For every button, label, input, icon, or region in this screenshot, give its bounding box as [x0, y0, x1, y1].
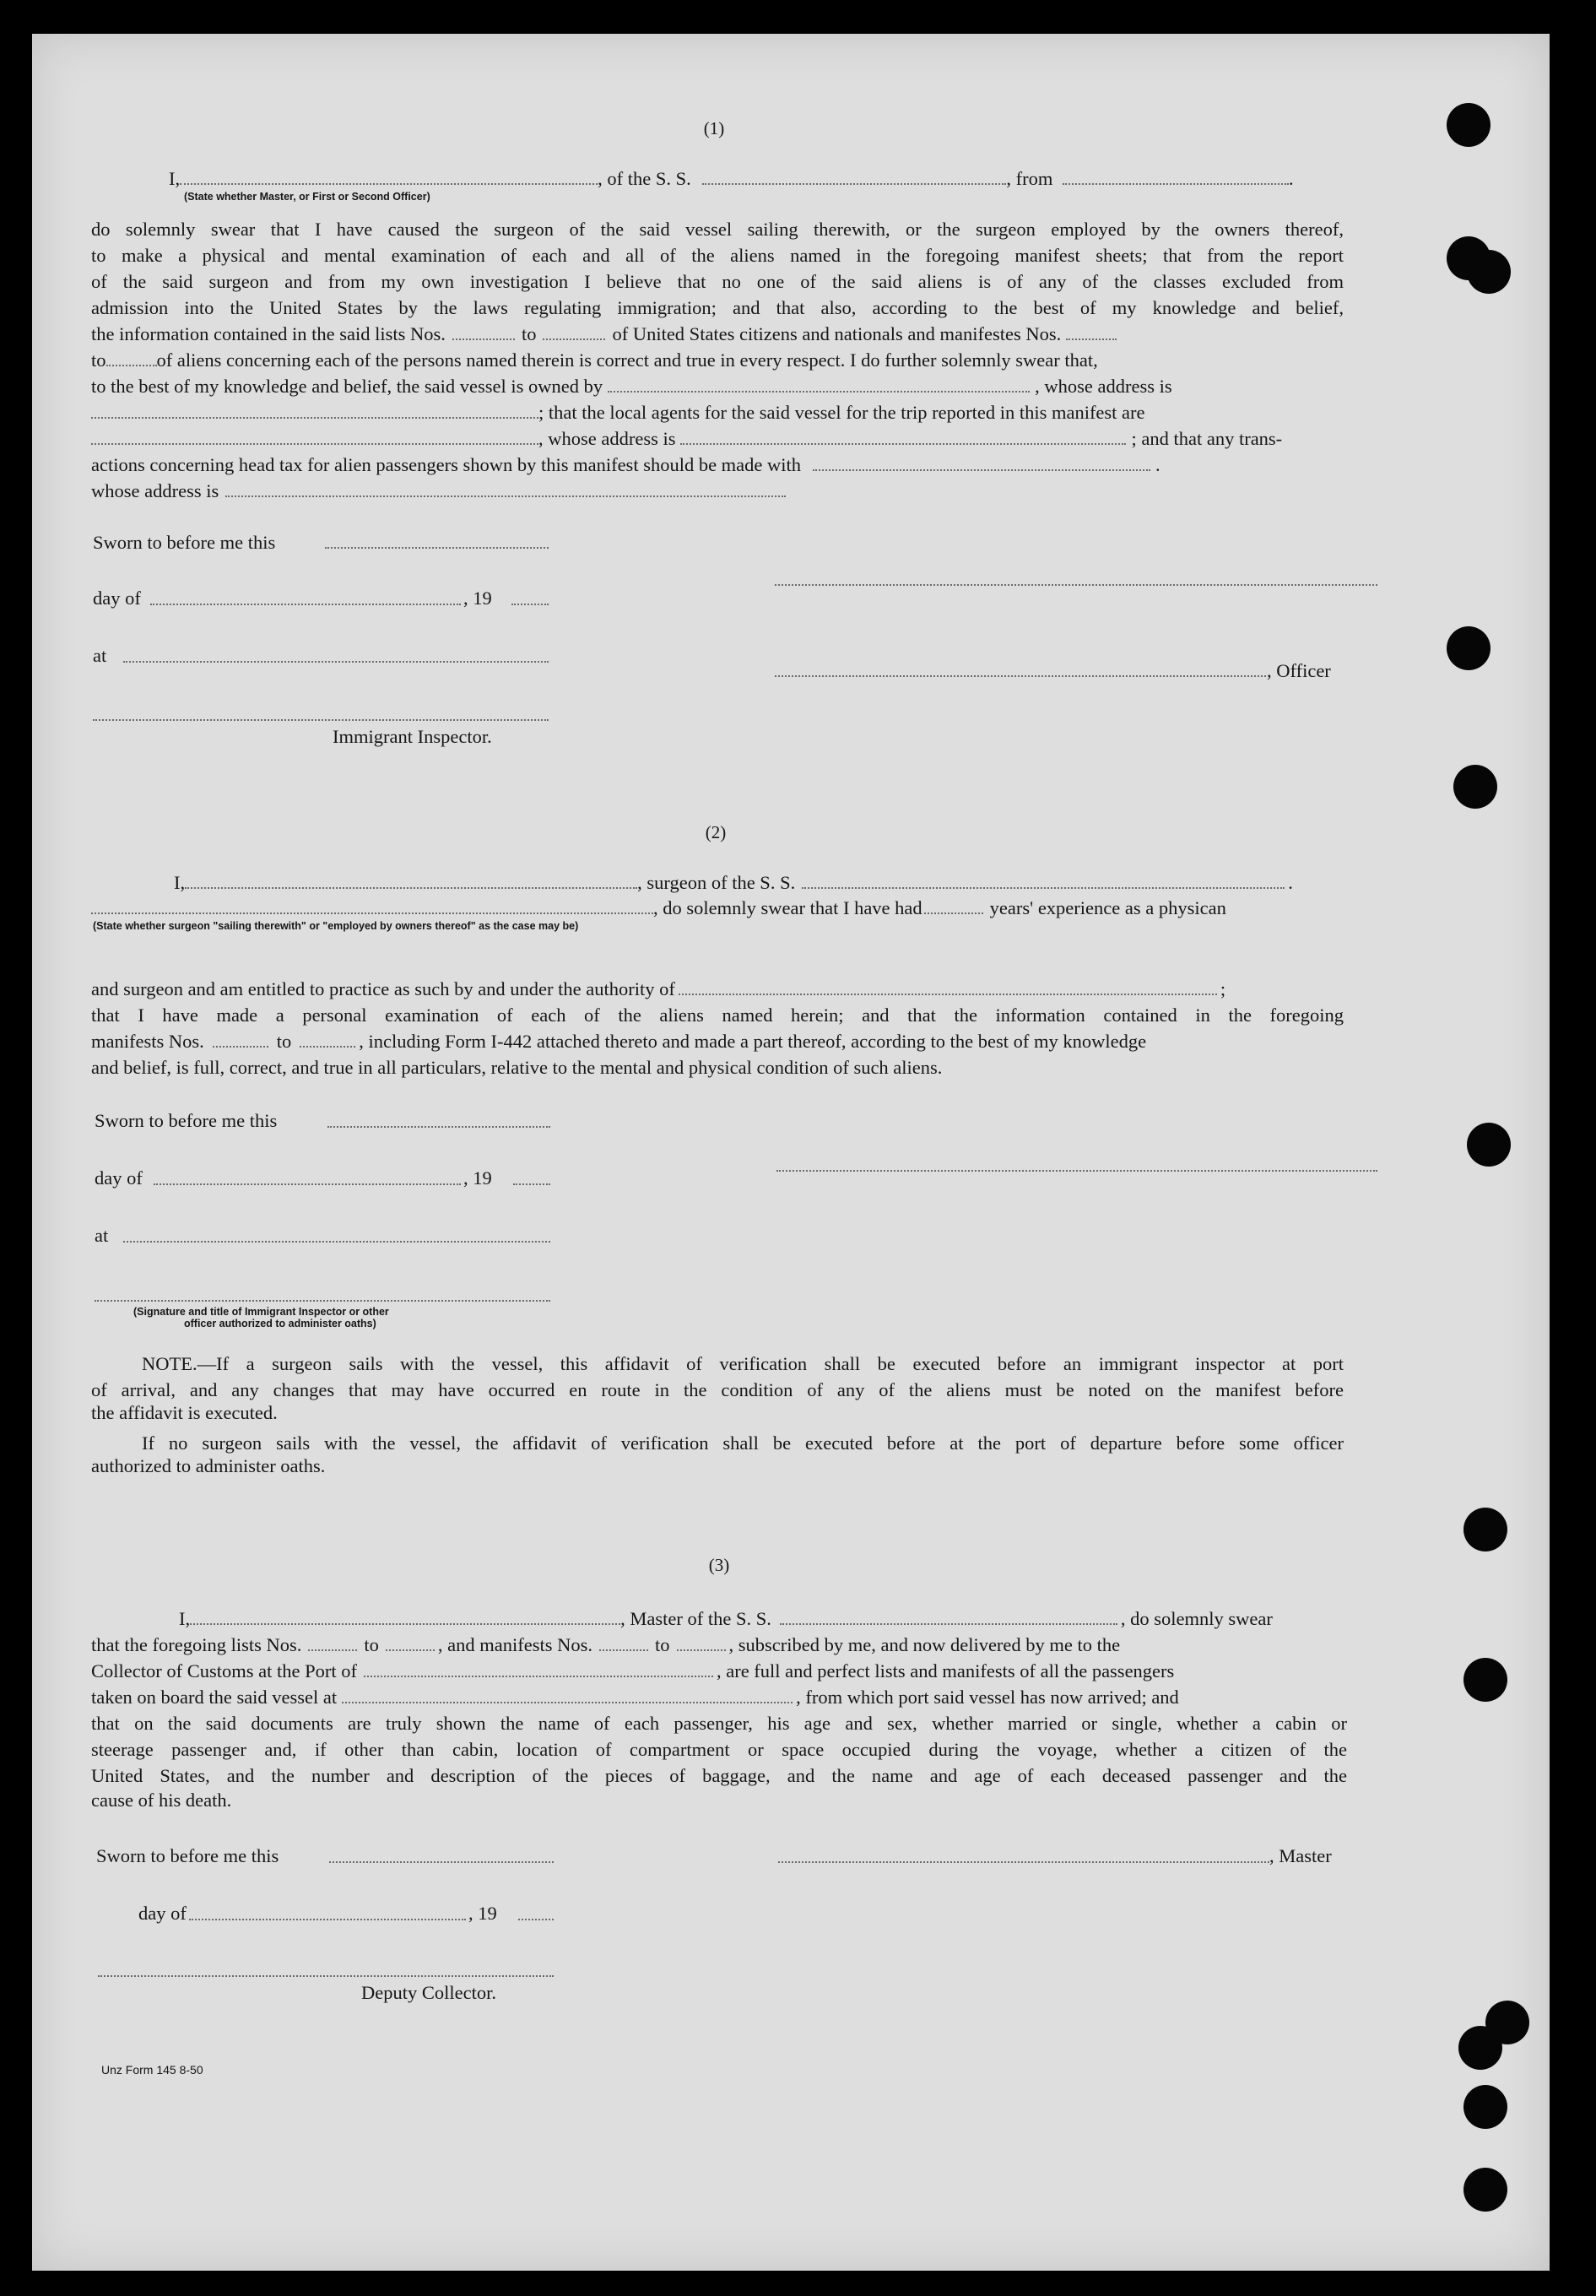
s3-year-label: , 19 [468, 1903, 497, 1924]
s2-signature-line [776, 1170, 1377, 1172]
s3-master-line [778, 1861, 1269, 1863]
s3-signer: Deputy Collector. [361, 1982, 496, 2003]
s2-sworn-label: Sworn to before me this [95, 1110, 278, 1131]
punch-hole-10 [1458, 2026, 1502, 2070]
s2-line-2: , do solemnly swear that I have had years' experience as a physican [91, 895, 1344, 921]
s1-signature-line [775, 584, 1377, 586]
s3-para-3: taken on board the said vessel at , from which port said vessel has now arrived; and [91, 1687, 1179, 1708]
section-3-number: (3) [708, 1555, 730, 1575]
s1-para-3: of the said surgeon and from my own investigation I believe that no one of the said aliens is of any of the classes excluded from [91, 271, 1344, 292]
s3-para-6: United States, and the number and description of the pieces of baggage, and the name and age of each deceased passenger and the [91, 1765, 1347, 1786]
s1-para-8: ; that the local agents for the said vessel for the trip reported in this manifest are [91, 399, 1344, 425]
punch-hole-7 [1463, 1508, 1507, 1551]
s1-para-4: admission into the United States by the laws regulating immigration; and that also, according to the best of my knowledge and belief, [91, 297, 1344, 318]
s1-i: I, [169, 168, 181, 189]
s1-para-10: actions concerning head tax for alien passengers shown by this manifest should be made with . [91, 454, 1160, 475]
s2-para-2: that I have made a personal examination of each of the aliens named herein; and that the information contained in the foregoing [91, 1004, 1344, 1026]
form-number: Unz Form 145 8-50 [101, 2063, 203, 2077]
s3-para-2: Collector of Customs at the Port of , are full and perfect lists and manifests of all the passengers [91, 1660, 1175, 1681]
s3-dayof-label: day of [138, 1903, 187, 1924]
s1-para-7: to the best of my knowledge and belief, the said vessel is owned by , whose address is [91, 376, 1172, 397]
s3-line-1: I, , Master of the S. S. , do solemnly swear [179, 1608, 1273, 1629]
punch-hole-1 [1447, 103, 1491, 147]
s3-master-label: , Master [1269, 1845, 1332, 1866]
document-page [32, 34, 1550, 2271]
s2-year-label: , 19 [463, 1167, 492, 1189]
s1-line-1: I, , of the S. S. , from . [169, 168, 1294, 189]
s3-sworn-label: Sworn to before me this [96, 1845, 279, 1866]
s3-para-4: that on the said documents are truly shown the name of each passenger, his age and sex, whether married or single, whether a cabin or [91, 1713, 1347, 1734]
s2-signature-note-2: officer authorized to administer oaths) [184, 1318, 376, 1329]
s1-officer-label: , Officer [1267, 660, 1331, 681]
s3-para-1: that the foregoing lists Nos. to , and manifests Nos. to , subscribed by me, and now delivered by me to the [91, 1634, 1121, 1655]
s1-para-5: the information contained in the said lists Nos. to of United States citizens and nationals and manifestes Nos. [91, 321, 1344, 347]
s2-para-4: and belief, is full, correct, and true in all particulars, relative to the mental and physical condition of such aliens. [91, 1057, 943, 1078]
s2-signature-note-1: (Signature and title of Immigrant Inspector or other [133, 1306, 389, 1318]
s2-note-1b: of arrival, and any changes that may have occurred en route in the condition of any of the aliens must be noted on the manifest before [91, 1379, 1344, 1400]
s2-at-label: at [95, 1225, 109, 1246]
punch-hole-3 [1467, 250, 1511, 294]
s1-dayof-label: day of [93, 588, 141, 609]
s1-officer-line [775, 675, 1266, 677]
s2-para-3: manifests Nos. to , including Form I-442 attached thereto and made a part thereof, according to the best of my knowledge [91, 1031, 1147, 1052]
punch-hole-6 [1467, 1123, 1511, 1167]
section-1-number: (1) [703, 118, 725, 138]
s1-year-label: , 19 [463, 588, 492, 609]
s1-para-2: to make a physical and mental examination of each and all of the aliens named in the foregoing manifest sheets; that from the report [91, 245, 1344, 266]
s1-sworn-label: Sworn to before me this [93, 532, 276, 553]
s2-dayof-label: day of [95, 1167, 143, 1189]
s2-line-1: I, , surgeon of the S. S. . [174, 872, 1293, 893]
s2-note-2b: authorized to administer oaths. [91, 1455, 326, 1476]
punch-hole-8 [1463, 1658, 1507, 1702]
s3-para-5: steerage passenger and, if other than cabin, location of compartment or space occupied during the voyage, whether a citizen of the [91, 1739, 1347, 1760]
punch-hole-4 [1447, 626, 1491, 670]
s1-at-label: at [93, 645, 107, 666]
s1-from: , from [1006, 168, 1053, 189]
s2-note-1c: the affidavit is executed. [91, 1402, 278, 1423]
punch-hole-12 [1463, 2168, 1507, 2212]
section-2-number: (2) [705, 822, 727, 842]
s1-para-6: to of aliens concerning each of the persons named therein is correct and true in every respect. I do further solemnly swear that, [91, 349, 1098, 371]
s2-note-2a: If no surgeon sails with the vessel, the affidavit of verification shall be executed before at the port of departure before some officer [142, 1432, 1344, 1454]
s1-signer: Immigrant Inspector. [333, 726, 492, 747]
s2-para-1: and surgeon and am entitled to practice as such by and under the authority of ; [91, 978, 1226, 999]
punch-hole-11 [1463, 2085, 1507, 2129]
s1-of-ss: , of the S. S. [598, 168, 691, 189]
s1-para-11: whose address is [91, 478, 1344, 504]
s2-surgeon-note: (State whether surgeon "sailing therewith" or "employed by owners thereof" as the case may be) [93, 920, 579, 932]
s1-para-1: do solemnly swear that I have caused the surgeon of the said vessel sailing therewith, or the surgeon employed by the owners thereof, [91, 219, 1344, 240]
s1-officer-note: (State whether Master, or First or Second Officer) [184, 191, 430, 203]
s2-note-1a: NOTE.—If a surgeon sails with the vessel, this affidavit of verification shall be executed before an immigrant inspector at port [142, 1353, 1344, 1374]
s3-para-7: cause of his death. [91, 1790, 232, 1811]
s1-para-9: , whose address is ; and that any trans- [91, 425, 1344, 452]
punch-hole-5 [1453, 765, 1497, 809]
